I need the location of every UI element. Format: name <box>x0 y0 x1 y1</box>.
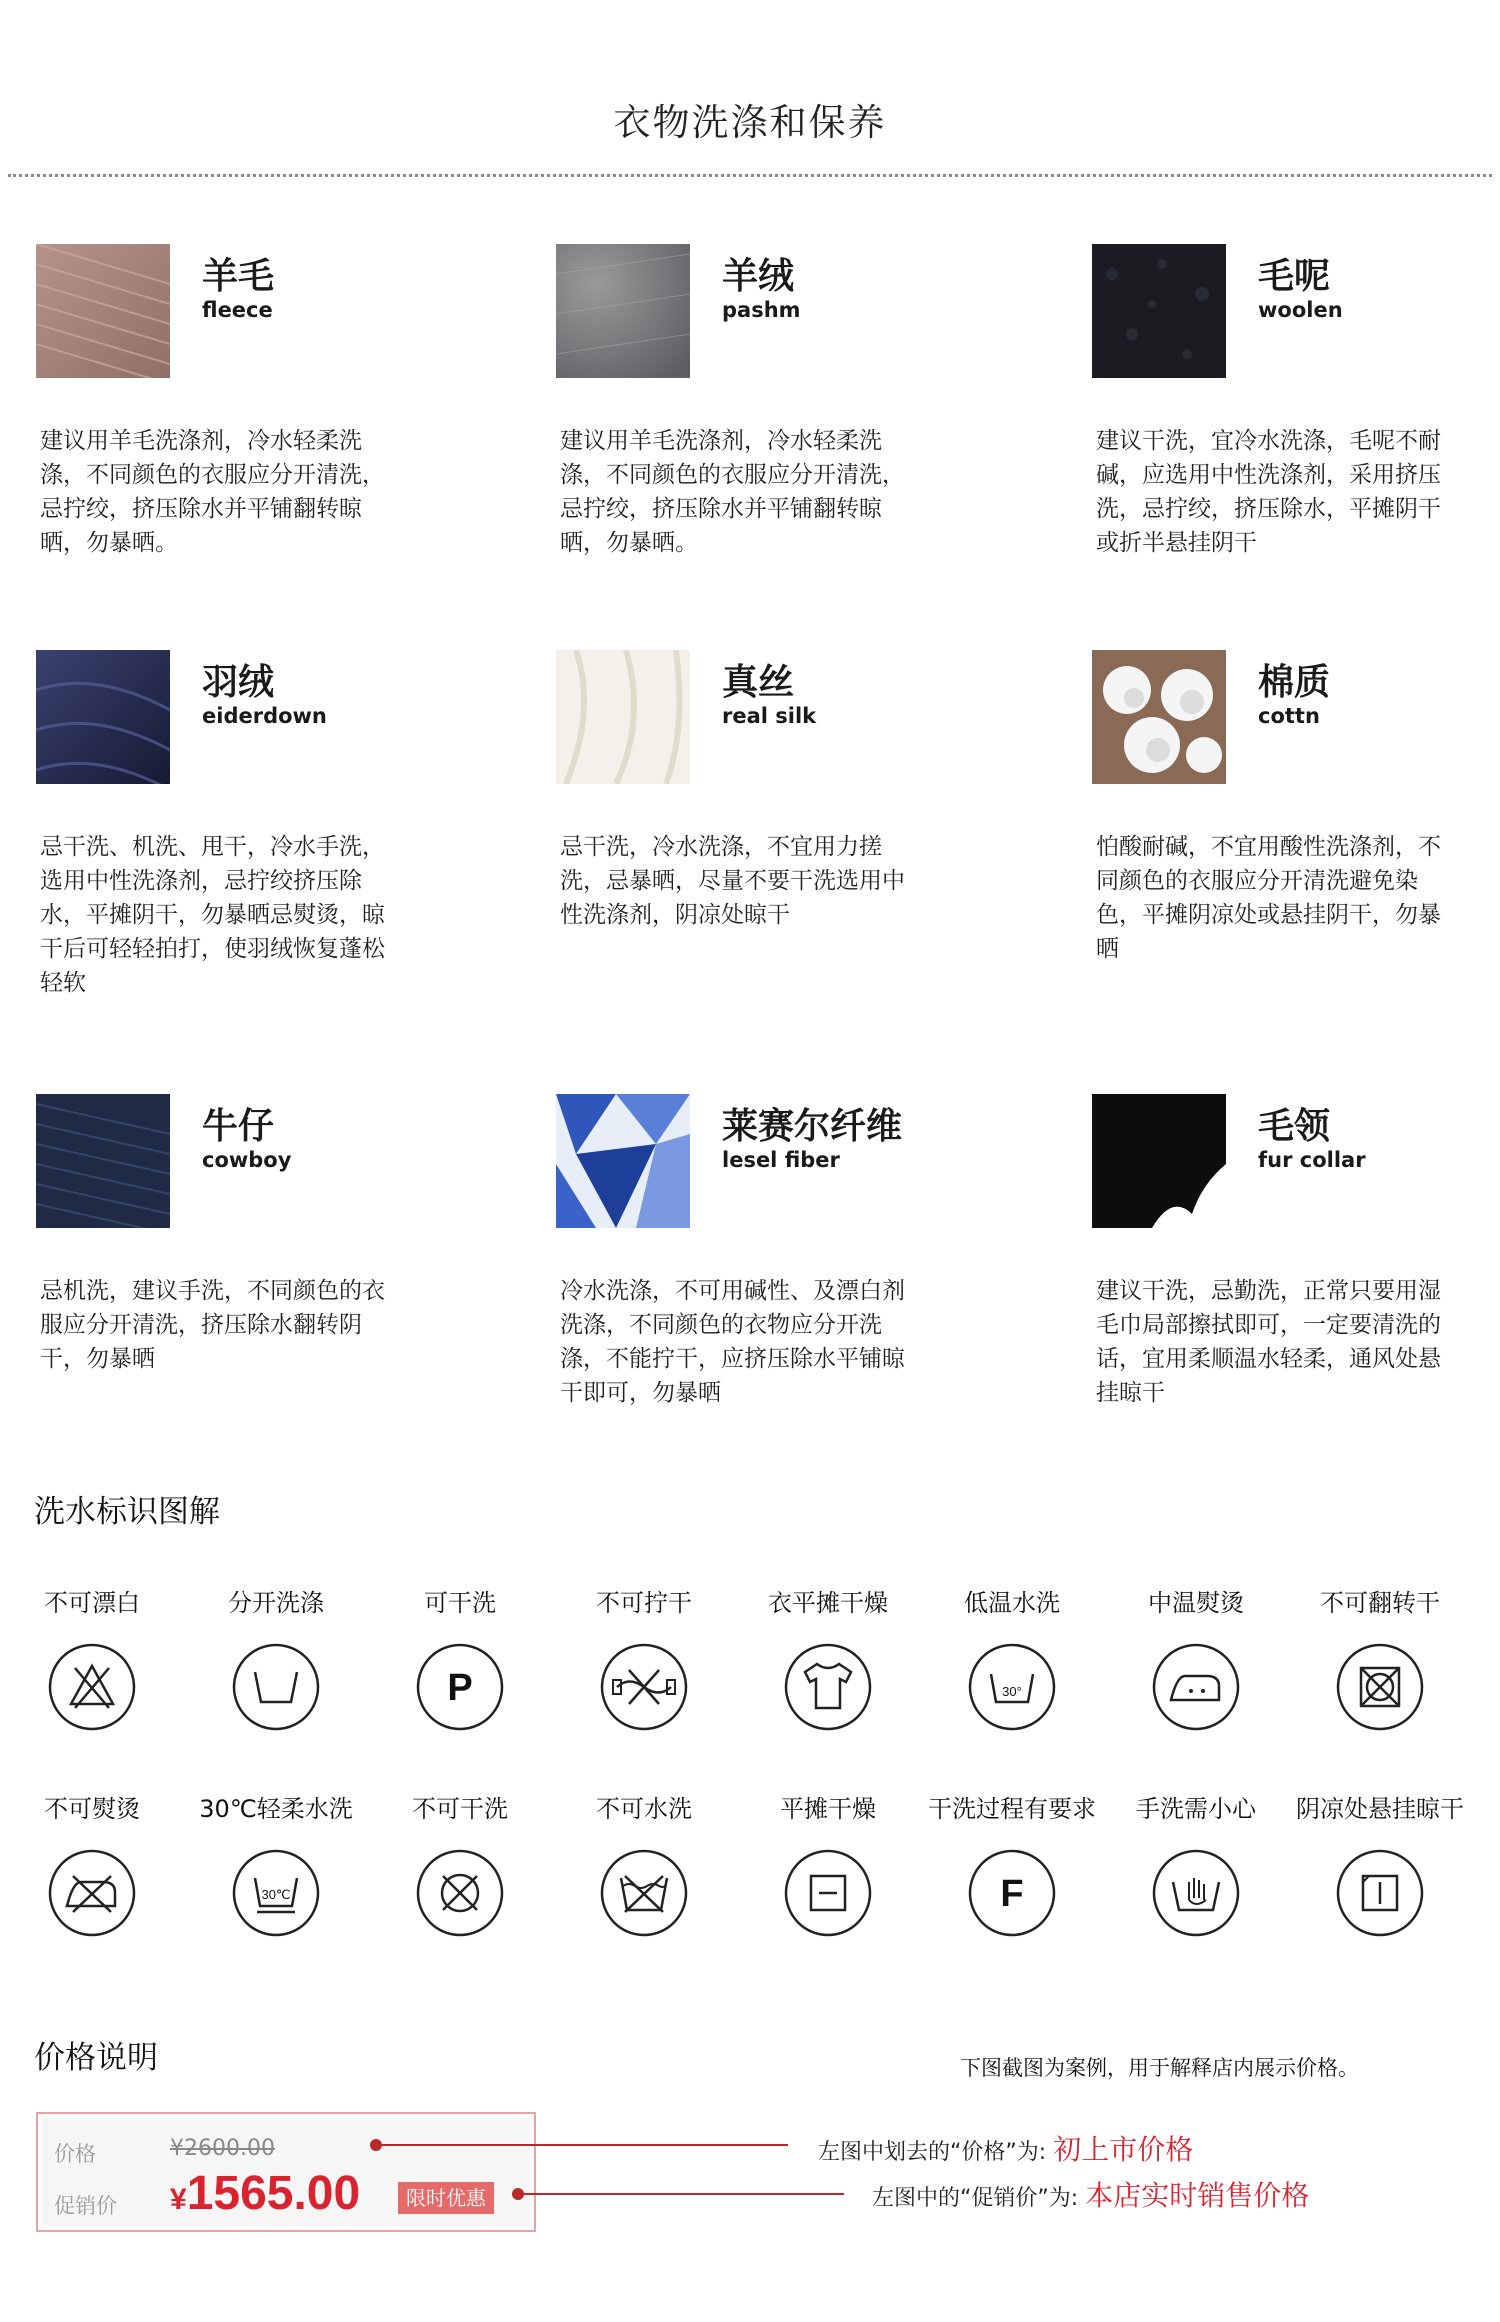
fabric-care-text: 忌干洗、机洗、甩干，冷水手洗，选用中性洗涤剂，忌拧绞挤压除水，平摊阴干，勿暴晒忌熨烫，晾干后可轻轻拍打，使羽绒恢复蓬松轻软 <box>40 834 385 996</box>
dry-clean-letter: P <box>447 1667 473 1709</box>
fabric-name-en: lesel fiber <box>722 1148 840 1172</box>
dry-clean-p-icon <box>415 1642 505 1732</box>
symbol-label: 不可水洗 <box>596 1795 692 1823</box>
woolen-swatch <box>1092 244 1226 378</box>
dry-flat-icon <box>783 1848 873 1938</box>
callout-promo-emph: 本店实时销售价格 <box>1085 2179 1310 2212</box>
price-example-inner <box>42 2118 530 2226</box>
hand-wash-icon <box>1151 1848 1241 1938</box>
denim-swatch <box>36 1094 170 1228</box>
limited-offer-badge: 限时优惠 <box>398 2182 494 2214</box>
fabric-name-zh: 羽绒 <box>202 662 275 703</box>
callout-line-promo <box>518 2193 844 2195</box>
no-wash-icon <box>599 1848 689 1938</box>
symbol-label: 平摊干燥 <box>780 1795 876 1823</box>
symbol-label: 不可拧干 <box>596 1589 692 1617</box>
symbol-dry-flat-shirt <box>736 1588 920 1732</box>
fleece-swatch <box>36 244 170 378</box>
symbol-no-bleach <box>0 1588 184 1732</box>
symbol-label: 低温水洗 <box>964 1589 1060 1617</box>
no-bleach-icon <box>47 1642 137 1732</box>
symbol-no-iron <box>0 1794 184 1938</box>
no-wring-icon <box>599 1642 689 1732</box>
gentle-wash-temp-text: 30℃ <box>261 1887 291 1902</box>
symbol-label: 可干洗 <box>424 1589 496 1617</box>
fur-swatch <box>1092 1094 1226 1228</box>
fabric-name-zh: 毛领 <box>1258 1106 1331 1147</box>
fabric-name-zh: 毛呢 <box>1258 256 1331 297</box>
fabric-name-zh: 莱赛尔纤维 <box>722 1106 903 1147</box>
fabric-name-zh: 棉质 <box>1258 662 1331 703</box>
lyocell-print-icon <box>556 1094 690 1228</box>
promo-price <box>170 2166 360 2221</box>
symbol-label: 衣平摊干燥 <box>768 1589 888 1617</box>
dry-flat-shirt-icon <box>783 1642 873 1732</box>
fabric-name-en: woolen <box>1258 298 1343 322</box>
fabric-name-zh: 羊毛 <box>202 256 275 297</box>
no-iron-icon <box>47 1848 137 1938</box>
dotted-divider <box>8 174 1492 177</box>
eiderdown-swatch <box>36 650 170 784</box>
symbol-label: 阴凉处悬挂晾干 <box>1296 1795 1464 1823</box>
callout-original-price <box>818 2128 1193 2168</box>
callout-promo-price <box>872 2174 1309 2214</box>
fabric-name-en: real silk <box>722 704 817 728</box>
fabric-name-zh: 真丝 <box>722 662 795 703</box>
wash-separately-icon <box>231 1642 321 1732</box>
fabric-name-en: eiderdown <box>202 704 327 728</box>
symbol-medium-iron <box>1104 1588 1288 1732</box>
iron-medium-icon <box>1151 1642 1241 1732</box>
fabric-name-en: cottn <box>1258 704 1320 728</box>
price-label: 价格 <box>54 2142 96 2166</box>
price-section-heading: 价格说明 <box>34 2040 158 2076</box>
price-note: 下图截图为案例，用于解释店内展示价格。 <box>960 2056 1359 2080</box>
wash-temp-text: 30° <box>1002 1684 1022 1699</box>
pashm-texture-icon <box>556 244 690 378</box>
fleece-texture-icon <box>36 244 170 378</box>
symbol-wash-separately <box>184 1588 368 1732</box>
fur-texture-icon <box>1092 1094 1226 1228</box>
fabric-care-text: 建议用羊毛洗涤剂，冷水轻柔洗涤，不同颜色的衣服应分开清洗，忌拧绞，挤压除水并平铺翻转晾晒，勿暴晒。 <box>40 428 385 556</box>
symbol-no-wring <box>552 1588 736 1732</box>
fabric-care-text: 建议干洗，忌勤洗，正常只要用湿毛巾局部擦拭即可，一定要清洗的话，宜用柔顺温水轻柔，通风处悬挂晾干 <box>1096 1278 1441 1406</box>
lyocell-swatch <box>556 1094 690 1228</box>
symbol-dry-flat <box>736 1794 920 1938</box>
symbol-label: 干洗过程有要求 <box>928 1795 1096 1823</box>
page-title: 衣物洗涤和保养 <box>613 101 887 144</box>
symbol-label: 不可翻转干 <box>1320 1589 1440 1617</box>
cotton-swatch <box>1092 650 1226 784</box>
gentle-wash-30-icon <box>231 1848 321 1938</box>
symbol-label: 中温熨烫 <box>1148 1589 1244 1617</box>
fabric-care-text: 建议用羊毛洗涤剂，冷水轻柔洗涤，不同颜色的衣服应分开清洗，忌拧绞，挤压除水并平铺翻转晾晒，勿暴晒。 <box>560 428 905 556</box>
fabric-care-text: 建议干洗，宜冷水洗涤，毛呢不耐碱，应选用中性洗涤剂，采用挤压洗，忌拧绞，挤压除水，平摊阴干或折半悬挂阴干 <box>1096 428 1441 556</box>
symbol-dry-clean-special <box>920 1794 1104 1938</box>
symbol-label: 不可干洗 <box>412 1795 508 1823</box>
promo-label: 促销价 <box>54 2194 117 2218</box>
callout-line-original <box>376 2144 788 2146</box>
symbol-dry-clean <box>368 1588 552 1732</box>
shade-line-dry-icon <box>1335 1848 1425 1938</box>
callout-original-text: 左图中划去的“价格”为: <box>818 2140 1047 2165</box>
symbol-label: 不可漂白 <box>44 1589 140 1617</box>
silk-swatch <box>556 650 690 784</box>
dry-clean-f-icon <box>967 1848 1057 1938</box>
symbol-label: 不可熨烫 <box>44 1795 140 1823</box>
symbol-no-tumble-dry <box>1288 1588 1472 1732</box>
silk-texture-icon <box>556 650 690 784</box>
fabric-name-en: cowboy <box>202 1148 292 1172</box>
symbol-label: 30℃轻柔水洗 <box>199 1795 353 1823</box>
fabric-name-en: fleece <box>202 298 273 322</box>
symbol-gentle-wash-30 <box>184 1794 368 1938</box>
wash-symbols-heading: 洗水标识图解 <box>34 1494 220 1530</box>
fabric-name-en: pashm <box>722 298 801 322</box>
symbol-no-dry-clean <box>368 1794 552 1938</box>
symbol-label: 手洗需小心 <box>1136 1795 1256 1823</box>
symbol-label: 分开洗涤 <box>228 1589 324 1617</box>
wash-30-icon <box>967 1642 1057 1732</box>
eiderdown-texture-icon <box>36 650 170 784</box>
fabric-care-text: 忌干洗，冷水洗涤，不宜用力搓洗，忌暴晒，尽量不要干洗选用中性洗涤剂，阴凉处晾干 <box>560 834 905 928</box>
symbol-no-wash <box>552 1794 736 1938</box>
no-tumble-dry-icon <box>1335 1642 1425 1732</box>
symbol-low-temp-wash <box>920 1588 1104 1732</box>
fabric-name-en: fur collar <box>1258 1148 1366 1172</box>
no-dry-clean-icon <box>415 1848 505 1938</box>
woolen-texture-icon <box>1092 244 1226 378</box>
fabric-name-zh: 牛仔 <box>202 1106 275 1147</box>
callout-original-emph: 初上市价格 <box>1053 2133 1194 2166</box>
fabric-care-text: 忌机洗，建议手洗，不同颜色的衣服应分开清洗，挤压除水翻转阴干，勿暴晒 <box>40 1278 385 1372</box>
callout-promo-text: 左图中的“促销价”为: <box>872 2186 1079 2211</box>
dry-clean-special-letter: F <box>1000 1873 1024 1915</box>
promo-price-value: 1565.00 <box>186 2167 361 2220</box>
fabric-name-zh: 羊绒 <box>722 256 795 297</box>
fabric-care-text: 怕酸耐碱，不宜用酸性洗涤剂，不同颜色的衣服应分开清洗避免染色，平摊阴凉处或悬挂阴干，勿暴晒 <box>1096 834 1441 962</box>
price-example-box <box>36 2112 536 2232</box>
pashm-swatch <box>556 244 690 378</box>
symbol-shade-line-dry <box>1288 1794 1472 1938</box>
fabric-care-text: 冷水洗涤，不可用碱性、及漂白剂洗涤，不同颜色的衣物应分开洗涤，不能拧干，应挤压除水平铺晾干即可，勿暴晒 <box>560 1278 905 1406</box>
denim-texture-icon <box>36 1094 170 1228</box>
cotton-boll-icon <box>1092 650 1226 784</box>
promo-currency: ¥ <box>170 2183 187 2216</box>
symbol-hand-wash <box>1104 1794 1288 1938</box>
original-price: ¥2600.00 <box>170 2136 275 2161</box>
